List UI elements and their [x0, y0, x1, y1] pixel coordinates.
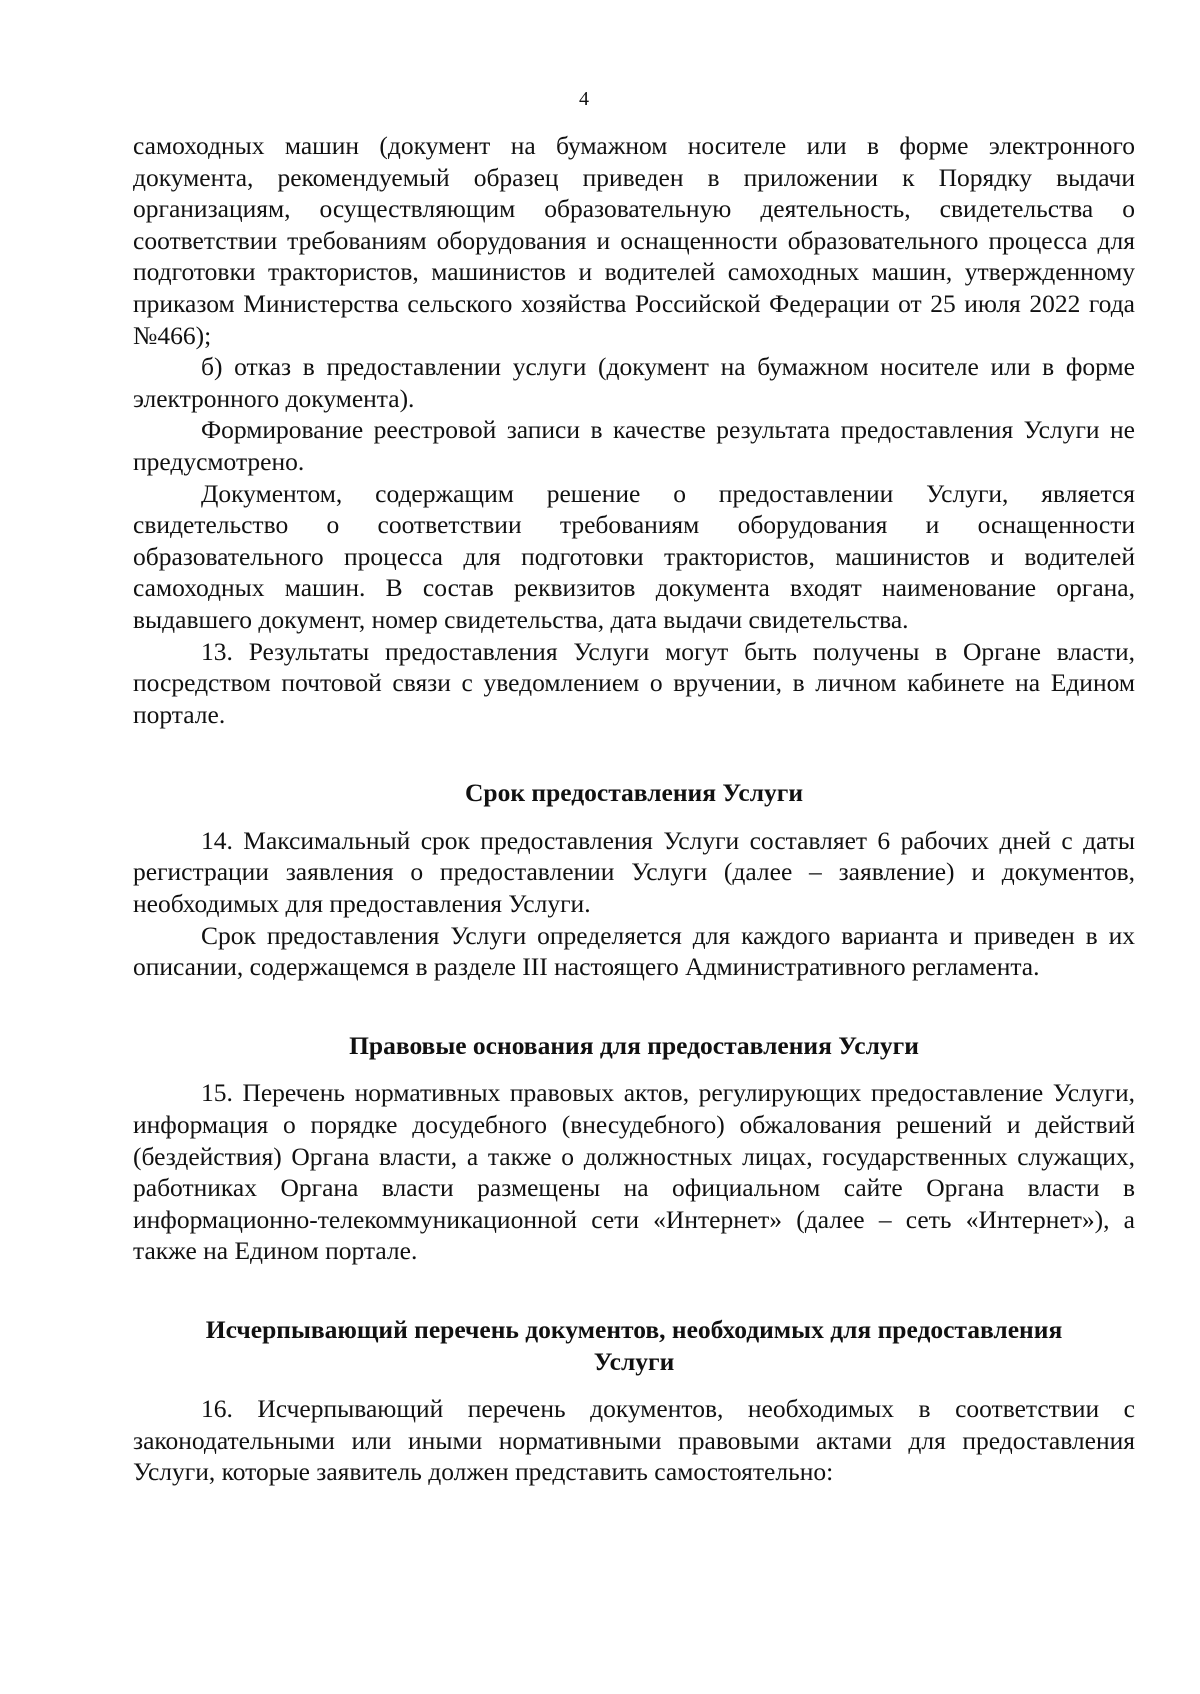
heading-required-documents [133, 1314, 1135, 1377]
document-body [133, 130, 1135, 1488]
page-number: 4 [579, 88, 589, 110]
paragraph-term-per-variant: Срок предоставления Услуги определяется для каждого варианта и приведен в их описании, содержащемся в разделе III настоящего Административного регламента. [133, 920, 1135, 982]
heading-required-documents-line2: Услуги [593, 1346, 675, 1376]
paragraph-16-documents-list: 16. Исчерпывающий перечень документов, необходимых в соответствии с законодательными или иными нормативными правовыми актами для предоставления Услуги, которые заявитель должен представить самостоятельно: [133, 1394, 1135, 1487]
paragraph-decision-document: Документом, содержащим решение о предоставлении Услуги, является свидетельство о соответствии требованиям оборудования и оснащенности образовательного процесса для подготовки трактористов, машинистов и водителей самоходных машин. В состав реквизитов документа входят наименование органа, выдавшего документ, номер свидетельства, дата выдачи свидетельства. [133, 478, 1135, 634]
paragraph-refusal: б) отказ в предоставлении услуги (документ на бумажном носителе или в форме электронного документа). [133, 352, 1135, 413]
paragraph-14-max-term: 14. Максимальный срок предоставления Услуги составляет 6 рабочих дней с даты регистрации заявления о предоставлении Услуги (далее – заявление) и документов, необходимых для предоставления Услуги. [133, 825, 1135, 919]
paragraph-15-legal-acts: 15. Перечень нормативных правовых актов, регулирующих предоставление Услуги, информация о порядке досудебного (внесудебного) обжалования решений и действий (бездействия) Органа власти, а также о должностных лицах, государственных служащих, работниках Органа власти размещены на официальном сайте Органа власти в информационно-телекоммуникационной сети «Интернет» (далее – сеть «Интернет»), а также на Едином портале. [133, 1078, 1135, 1266]
heading-service-term: Срок предоставления Услуги [464, 778, 804, 808]
paragraph-registry-record: Формирование реестровой записи в качестве результата предоставления Услуги не предусмотрено. [133, 415, 1135, 476]
paragraph-result-continuation: самоходных машин (документ на бумажном носителе или в форме электронного документа, рекомендуемый образец приведен в приложении к Порядку выдачи организациям, осуществляющим образовательную деятельность, свидетельства о соответствии требованиям оборудования и оснащенности образовательного процесса для подготовки трактористов, машинистов и водителей самоходных машин, утвержденному приказом Министерства сельского хозяйства Российской Федерации от 25 июля 2022 года №466); [133, 131, 1135, 350]
heading-legal-grounds: Правовые основания для предоставления Услуги [349, 1030, 919, 1060]
paragraph-13-results: 13. Результаты предоставления Услуги могут быть получены в Органе власти, посредством почтовой связи с уведомлением о вручении, в личном кабинете на Едином портале. [133, 636, 1135, 729]
heading-required-documents-line1: Исчерпывающий перечень документов, необходимых для предоставления [205, 1315, 1063, 1344]
